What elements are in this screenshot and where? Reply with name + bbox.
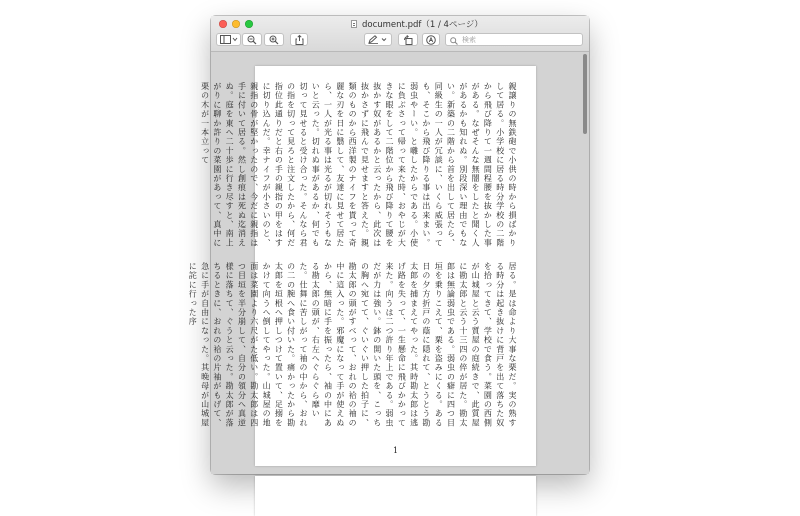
window-title-text: document.pdf（1 / 4ページ） [362,20,483,30]
rotate-icon [403,35,413,45]
window-controls [219,20,258,28]
rotate-button[interactable] [398,33,418,46]
search-input[interactable] [462,36,572,44]
zoom-out-icon [247,35,257,45]
search-icon [446,30,462,49]
page-text-upper: 親譲りの無鉄砲で小供の時から損ばかりして居る。小学校に居る時分学校の二階から飛び降りて一週間程腰を抜かした事がある。なぜそんな無闇をしたと聞く人があるかも知れぬ。別段深い理由でもない。新築の二階から首を出して居たら、同級生の一人が冗談に、いくら威張っても、そこから飛び降りる事は出来まい。弱虫やーい。と囃したからである。小使に負ぶさって帰って来た時、おやじが大きな眼をして二階位から飛び降りて腰を抜かす奴があるかと云ったから、此次は抜かさずに飛んで見せますと答えた。親類のものから西洋製のナイフを貰って奇麗な刃を日に翳して、友達に見せて居たら、一人が光る事は光るが切れそうもないと云った。切れぬ事があるか、何でも切って見せると受け合った。そんなら君の指を切って見ろと注文したから、何だ指位此通りだと右の手の親指の甲をはすに切り込んだ。幸ナイフが小さいのと、親指の骨が堅かったので、今だに親指は手に付いて居る。然し創痕は死ぬ迄消えぬ。庭を東へ二十歩に行き尽すと、南上がりに聊か許りの菜園があって、真中に栗の木が一本立って [200,82,517,248]
zoom-in-button[interactable] [264,33,284,46]
annotate-button[interactable] [422,33,440,46]
annotate-icon [426,35,436,45]
sidebar-icon [220,35,238,44]
pen-icon [368,35,388,44]
document-icon [351,20,357,28]
document-view[interactable] [188,52,589,474]
search-field[interactable] [445,33,583,46]
page-number: 1 [392,446,399,455]
pdf-page-2[interactable] [255,476,536,516]
share-icon [295,35,304,45]
markup-button[interactable] [364,33,392,46]
preview-window [188,16,589,474]
close-window-button[interactable] [219,20,227,28]
zoom-out-button[interactable] [242,33,262,46]
zoom-in-icon [269,35,279,45]
vertical-scrollbar[interactable] [583,54,587,134]
pdf-page-1[interactable] [188,66,536,466]
share-button[interactable] [290,33,308,46]
zoom-window-button[interactable] [245,20,253,28]
page-text-lower: 居る。是は命より大事な栗だ。実の熟する時分は起き抜けに背戸を出て落ちた奴を拾ってきて、学校で食う。菜園の西側が山城屋と云う質屋の庭続きで、此質屋に勘太郎と云う十三四の倅が居た。勘太郎は無論弱虫である。弱虫の癖に四つ目垣を乗りこえて、栗を盗みにくる。ある日の夕方折戸の蔭に隠れて、とうとう勘太郎を捕まえてやった。其時勘太郎は逃げ路を失って、一生懸命に飛びかかって来た。向うは二つ許り年上である。弱虫だが力は強い。鉢の開いた頭を、こっちの胸へ宛てて、ぐいぐい押した拍子に、勘太郎の頭がすべって、おれの袷の袖の中に這入った。邪魔になって手が使えぬから、無暗に手を振ったら、袖の中にある勘太郎の頭が、右左へぐらぐら靡いた。仕舞に苦しがって袖の中から、おれの二の腕へ食い付いた。痛かったから勘太郎を垣根へ押しつけて置いて、足搦をかけて向うへ倒してやった。山城屋の地面は菜園より六尺がた低い。勘太郎は四つ目垣を半分崩して、自分の領分へ真逆様に落ちて、ぐうと云った。勘太郎が落ちるときに、おれの袷の片袖がもげて、急に手が自由になった。其晩母が山城屋に詫に行った序 [188,262,517,428]
minimize-window-button[interactable] [232,20,240,28]
window-title [351,18,483,30]
sidebar-toggle-button[interactable] [216,33,241,46]
title-bar [211,16,589,52]
